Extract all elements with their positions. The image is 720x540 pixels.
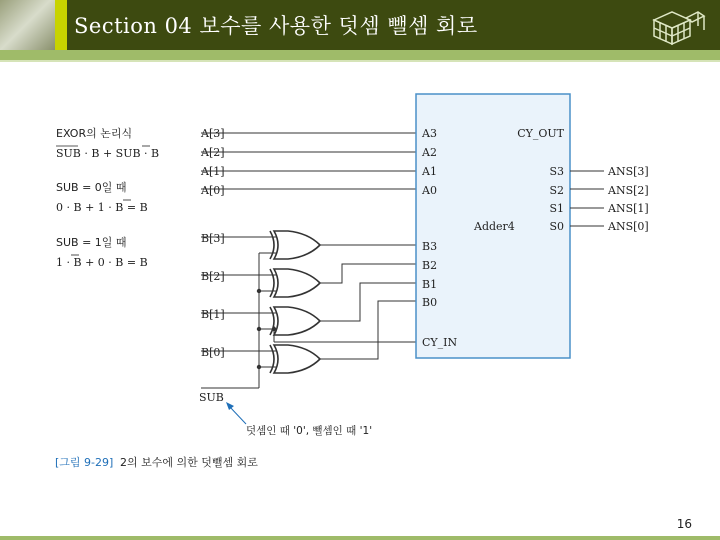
adder-port-b2: B2 bbox=[422, 259, 438, 272]
input-label-b0: B[0] bbox=[201, 346, 225, 359]
exor-formula-title: EXOR의 논리식 bbox=[56, 127, 133, 140]
adder-port-s2: S2 bbox=[549, 184, 564, 197]
adder-port-a3: A3 bbox=[422, 127, 437, 140]
footer-bar bbox=[0, 536, 720, 540]
input-label-b2: B[2] bbox=[201, 270, 225, 283]
annotation-text: 덧셈인 때 '0', 뺄셈인 때 '1' bbox=[246, 425, 373, 437]
sub1-condition: SUB = 1일 때 bbox=[56, 236, 127, 249]
sub-input-label: SUB bbox=[199, 391, 224, 404]
svg-text:1 · B + 0 · B = B: 1 · B + 0 · B = B bbox=[56, 256, 148, 269]
adder-port-a1: A1 bbox=[422, 165, 437, 178]
annotation-arrow bbox=[226, 402, 246, 424]
svg-text:SUB · B + SUB · B: SUB · B + SUB · B bbox=[56, 147, 160, 160]
input-label-a3: A[3] bbox=[201, 127, 225, 140]
adder-port-b1: B1 bbox=[422, 278, 438, 291]
input-label-b3: B[3] bbox=[201, 232, 225, 245]
input-label-a0: A[0] bbox=[201, 184, 225, 197]
xor-gate-b1 bbox=[270, 307, 320, 335]
exor-formula-expression bbox=[56, 146, 159, 160]
sub0-condition: SUB = 0일 때 bbox=[56, 181, 127, 194]
adder-port-a2: A2 bbox=[422, 146, 437, 159]
adder-port-a0: A0 bbox=[422, 184, 437, 197]
adder-port-b0: B0 bbox=[422, 296, 438, 309]
input-label-a2: A[2] bbox=[201, 146, 225, 159]
input-label-a1: A[1] bbox=[201, 165, 225, 178]
output-wires bbox=[570, 171, 604, 226]
page-number: 16 bbox=[676, 517, 692, 531]
output-label-ans1: ANS[1] bbox=[608, 202, 649, 215]
adder-port-s0: S0 bbox=[549, 220, 564, 233]
adder-port-b3: B3 bbox=[422, 240, 438, 253]
output-label-ans3: ANS[3] bbox=[608, 165, 649, 178]
adder-port-carry-out: CY_OUT bbox=[517, 127, 564, 140]
sub1-expression bbox=[56, 255, 148, 269]
adder-port-s3: S3 bbox=[549, 165, 564, 178]
input-label-b1: B[1] bbox=[201, 308, 225, 321]
svg-text:0 · B + 1 · B = B: 0 · B + 1 · B = B bbox=[56, 201, 148, 214]
output-label-ans0: ANS[0] bbox=[608, 220, 649, 233]
slide-title: Section 04 보수를 사용한 덧셈 뺄셈 회로 bbox=[74, 14, 478, 38]
a-input-wires bbox=[201, 133, 416, 189]
adder-port-s1: S1 bbox=[549, 202, 564, 215]
xor-gate-b3 bbox=[270, 231, 320, 259]
output-label-ans2: ANS[2] bbox=[608, 184, 649, 197]
adder-name: Adder4 bbox=[474, 220, 515, 233]
xor-gate-b2 bbox=[270, 269, 320, 297]
figure-caption-text: 2의 보수에 의한 덧뺄셈 회로 bbox=[120, 456, 258, 469]
figure-caption-label: [그림 9-29] bbox=[55, 456, 114, 469]
adder-port-carry-in: CY_IN bbox=[422, 336, 458, 349]
xor-gate-b0 bbox=[270, 345, 320, 373]
sub0-expression bbox=[56, 200, 148, 214]
